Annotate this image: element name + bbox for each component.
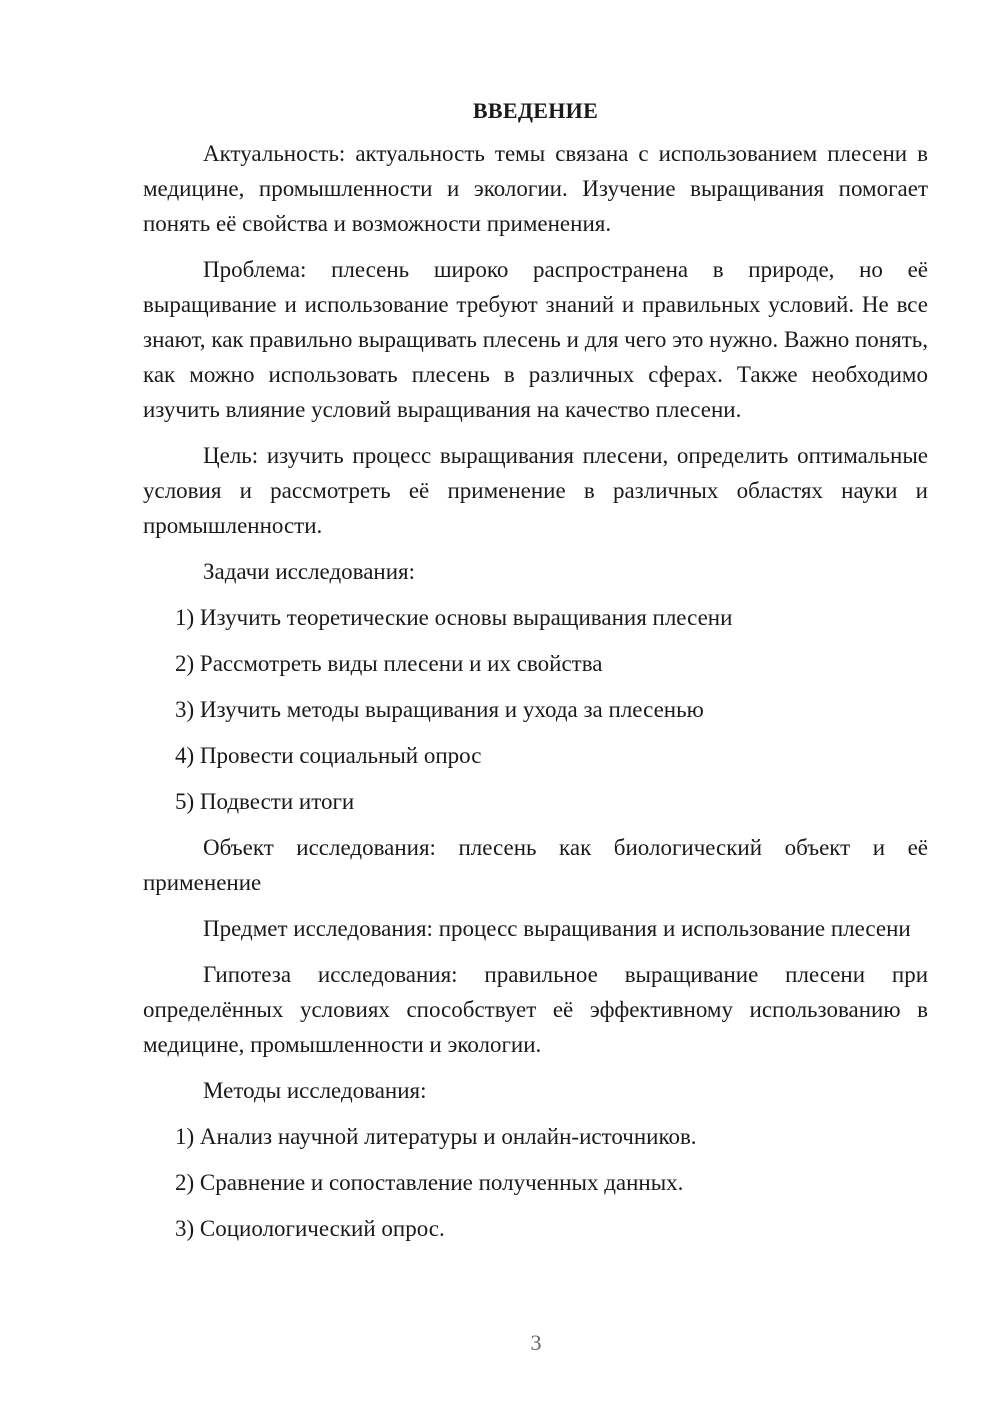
list-item-method-3: 3) Социологический опрос.: [175, 1216, 445, 1241]
relevance-paragraph: Актуальность: актуальность темы связана с использованием плесени в медицине, промышленности и экологии. Изучение выращивания помогает понять её свойства и возможности применения.: [143, 141, 928, 236]
tasks-list: [143, 600, 928, 819]
page-number: 3: [530, 1330, 542, 1355]
list-item-task-5: 5) Подвести итоги: [175, 789, 355, 814]
list-item-task-2: 2) Рассмотреть виды плесени и их свойства: [175, 651, 603, 676]
list-item-task-4: 4) Провести социальный опрос: [175, 743, 482, 768]
list-item-task-1: 1) Изучить теоретические основы выращивания плесени: [175, 605, 733, 630]
page-content: [143, 96, 928, 1257]
page-title: ВВЕДЕНИЕ: [472, 98, 599, 123]
tasks-heading: Задачи исследования:: [203, 559, 416, 584]
list-item-method-1: 1) Анализ научной литературы и онлайн-источников.: [175, 1124, 697, 1149]
list-item-method-2: 2) Сравнение и сопоставление полученных данных.: [175, 1170, 684, 1195]
subject-paragraph: Предмет исследования: процесс выращивания и использование плесени: [203, 916, 911, 941]
object-paragraph: Объект исследования: плесень как биологический объект и её применение: [143, 835, 928, 895]
methods-list: [143, 1119, 928, 1246]
hypothesis-paragraph: Гипотеза исследования: правильное выращивание плесени при определённых условиях способствует её эффективному использованию в медицине, промышленности и экологии.: [143, 962, 928, 1057]
methods-heading: Методы исследования:: [203, 1078, 427, 1103]
problem-paragraph: Проблема: плесень широко распространена в природе, но её выращивание и использование требуют знаний и правильных условий. Не все знают, как правильно выращивать плесень и для чего это нужно. Важно понять, как можно использовать плесень в различных сферах. Также необходимо изучить влияние условий выращивания на качество плесени.: [143, 257, 928, 422]
list-item-task-3: 3) Изучить методы выращивания и ухода за плесенью: [175, 697, 704, 722]
goal-paragraph: Цель: изучить процесс выращивания плесени, определить оптимальные условия и рассмотреть её применение в различных областях науки и промышленности.: [143, 443, 928, 538]
